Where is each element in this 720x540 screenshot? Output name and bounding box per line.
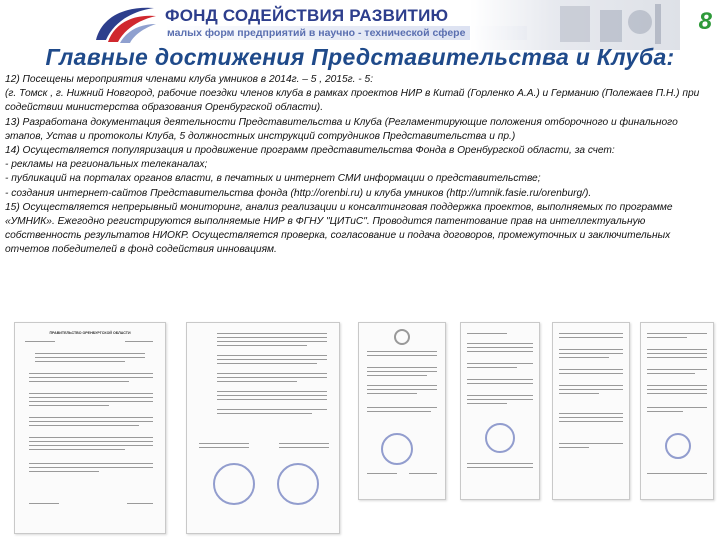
lab-equipment-icon (470, 0, 680, 50)
paragraph-15: 15) Осуществляется непрерывный мониторинг, анализ реализации и консалтинговая поддержка проектов, выполняемых по программе «УМНИК». Ежегодно регистрируются выполняемые НИР в ФГНУ "ЦИТиС". Проводится патентование прав на интеллектуальную собственность результатов НИОКР. Осуществляется проверка, согласование и подача договоров, промежуточных и заключительных отчетов победителей в фонд содействия инновациям. (5, 201, 673, 256)
document-scan-form (552, 322, 630, 500)
document-scan-letter (358, 322, 446, 500)
bullet-tv-ads: - рекламы на региональных телеканалах; (5, 159, 208, 171)
paragraph-12: 12) Посещены мероприятия членами клуба умников в 2014г. – 5 , 2015г. - 5: (5, 74, 374, 85)
seal-stamp-icon (277, 463, 319, 505)
coat-of-arms-icon (394, 329, 410, 345)
bullet-websites: - создания интернет-сайтов Представительства фонда (http://orenbi.ru) и клуба умников (http://umnik.fasie.ru/orenburg/). (5, 187, 592, 199)
fund-logo-icon (92, 2, 158, 44)
seal-stamp-icon (213, 463, 255, 505)
seal-stamp-icon (665, 433, 691, 459)
document-scan-registration-card (460, 322, 540, 500)
page-number: 8 (698, 8, 712, 35)
document-heading: ПРАВИТЕЛЬСТВО ОРЕНБУРГСКОЙ ОБЛАСТИ (49, 331, 131, 335)
paragraph-12-detail: (г. Томск , г. Нижний Новгород, рабочие поездки членов клуба в рамках проектов НИР в Китай (Горленко А.А.) и Германию (Полежаев П.Н.) при содействии министерства образования Оренбургской области). (5, 88, 700, 114)
header-banner (0, 0, 720, 48)
paragraph-13: 13) Разработана документация деятельности Представительства и Клуба (Регламентирующие положения отборочного и финального этапов, Устав и протоколы Клуба, 5 должностных инструкций сотрудников Представительства и пр.) (5, 116, 678, 142)
org-title: ФОНД СОДЕЙСТВИЯ РАЗВИТИЮ (165, 6, 449, 25)
header-photo (470, 0, 680, 50)
seal-stamp-icon (485, 423, 515, 453)
document-scan-agreement (186, 322, 340, 534)
seal-stamp-icon (381, 433, 413, 465)
document-scan-government-order (14, 322, 166, 534)
document-scans (14, 322, 714, 534)
org-subtitle: малых форм предприятий в научно - технической сфере (165, 26, 527, 40)
bullet-publications: - публикаций на порталах органов власти, в печатных и интернет СМИ информации о представительстве; (5, 173, 541, 185)
slide-title: Главные достижения Представительства и Клуба: (45, 44, 675, 70)
achievements-text (5, 73, 717, 258)
document-scan-report (640, 322, 714, 500)
paragraph-14: 14) Осуществляется популяризация и продвижение программ представительства Фонда в Оренбургской области, за счет: (5, 145, 615, 157)
